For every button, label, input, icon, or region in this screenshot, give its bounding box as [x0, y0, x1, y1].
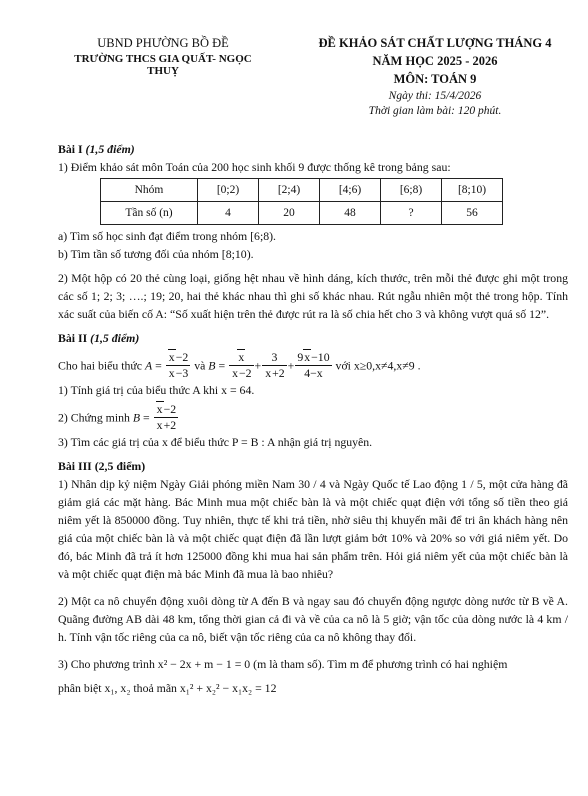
expr-b: B = — [208, 358, 226, 373]
table-row — [101, 179, 503, 202]
fraction: $\frac{3}{x+2}$ — [262, 350, 286, 381]
section-3-q2: 2) Một ca nô chuyển động xuôi dòng từ A đến B và ngay sau đó chuyển động ngược dòng nước từ B về A. Quãng đường AB dài 48 km, tổng thời gian cả đi và về của ca nô là 5 giờ; vận tốc của dòng nước là 4 km / h. Tính vận tốc riêng của ca nô, biết vận tốc riêng của ca nô không thay đổi. — [58, 594, 568, 644]
fraction: $\frac{x-2}{x-3}$ — [166, 350, 190, 381]
ward-name: UBND PHƯỜNG BỒ ĐỀ — [97, 36, 229, 50]
section-2-q2-text: 2) Chứng minh — [58, 410, 130, 425]
section-2-q3: 3) Tìm các giá trị của x để biểu thức P = B : A nhận giá trị nguyên. — [58, 435, 373, 449]
subject: MÔN: TOÁN 9 — [393, 72, 477, 86]
section-2-expressions: Cho hai biểu thức A = $\frac{x-2}{x-3}$ và B = $\frac{x}{x-2}$ + $\frac{3}{x+2}$ + $\frac{9x-10}{4-x}$ với x≥0,x≠4,x≠9 . — [58, 349, 421, 380]
section-2-heading — [58, 329, 568, 347]
section-2-q1: 1) Tính giá trị của biểu thức A khi x = 64. — [58, 383, 255, 397]
school-name: TRƯỜNG THCS GIA QUẤT- NGỌC THUỴ — [74, 53, 252, 77]
section-3-heading — [58, 457, 568, 475]
section-3-points: (2,5 điểm) — [94, 459, 146, 473]
section-1-q1: 1) Điểm khảo sát môn Toán của 200 học sinh khối 9 được thống kê trong bảng sau: — [58, 160, 451, 174]
exam-date: Ngày thi: 15/4/2026 — [388, 90, 482, 102]
table-row-header: Nhóm — [101, 179, 198, 202]
table-cell: [0;2) — [198, 179, 259, 202]
exam-title: ĐỀ KHẢO SÁT CHẤT LƯỢNG THÁNG 4 — [318, 36, 552, 50]
table-cell: ? — [381, 202, 442, 225]
exam-duration: Thời gian làm bài: 120 phút. — [368, 105, 502, 117]
table-row-header: Tần số (n) — [101, 202, 198, 225]
fraction: $\frac{x}{x-2}$ — [229, 350, 253, 381]
section-1-heading — [58, 140, 568, 158]
section-2-condition: với x≥0,x≠4,x≠9 . — [335, 358, 421, 373]
table-cell: [8;10) — [442, 179, 503, 202]
section-3-q3-line2: phân biệt x₁, x₂ thoả mãn x₁² + x₂² − x₁x₂ = 12 — [58, 681, 277, 695]
table-cell: 48 — [320, 202, 381, 225]
expr-a: A = — [145, 358, 162, 373]
section-3-q1: 1) Nhân dịp kỷ niệm Ngày Giải phóng miền Nam 30 / 4 và Ngày Quốc tế Lao động 1 / 5, một cửa hàng đã giảm giá các mặt hàng. Bác Minh mua một chiếc bàn là và một chiếc quạt điện với tổng số tiền theo giá niêm yết là 850000 đồng. Tuy nhiên, thực tế khi trả tiền, nhờ siêu thị khuyến mãi để tri ân khách hàng nên giá của một chiếc bàn là và một chiếc quạt điện đã lần lượt giảm bớt 10% và 20% so với giá niêm yết. Do đó, bác Minh đã trả ít hơn 125000 đồng khi mua hai sản phẩm trên. Hỏi giá niêm yết của một chiếc bàn là và một chiếc quạt điện mà bác Minh đã mua là bao nhiêu? — [58, 477, 568, 581]
fraction: $\frac{9x-10}{4-x}$ — [297, 349, 330, 380]
table-cell: [2;4) — [259, 179, 320, 202]
table-row — [101, 202, 503, 225]
school-year: NĂM HỌC 2025 - 2026 — [372, 54, 498, 68]
section-2-and: và — [194, 358, 206, 373]
section-1-qa: a) Tìm số học sinh đạt điểm trong nhóm [6;8). — [58, 229, 276, 243]
table-cell: 4 — [198, 202, 259, 225]
section-1-points: (1,5 điểm) — [85, 142, 135, 156]
table-cell: 20 — [259, 202, 320, 225]
header-left — [58, 36, 268, 77]
table-cell: 56 — [442, 202, 503, 225]
section-3-q3-line1: 3) Cho phương trình x² − 2x + m − 1 = 0 (m là tham số). Tìm m để phương trình có hai nghiệm — [58, 657, 508, 671]
fraction: $\frac{x-2}{x+2}$ — [154, 402, 178, 433]
section-1-q2: 2) Một hộp có 20 thẻ cùng loại, giống hệt nhau về hình dáng, kích thước, trên mỗi thẻ được ghi một trong các số 1; 2; 3; ….; 19; 20, hai thẻ khác nhau thì ghi số khác nhau. Rút ngẫu nhiên một thẻ trong hộp. Tính xác suất của biến cố A: “Số xuất hiện trên thẻ được rút ra là số chia hết cho 3 và không vượt quá số 12”. — [58, 271, 568, 321]
table-cell: [4;6) — [320, 179, 381, 202]
section-2-intro: Cho hai biểu thức — [58, 358, 143, 373]
frequency-table — [100, 178, 503, 225]
section-2-title: Bài II — [58, 331, 88, 345]
table-cell: [6;8) — [381, 179, 442, 202]
section-3-title: Bài III — [58, 459, 92, 473]
section-1-qb: b) Tìm tần số tương đối của nhóm [8;10). — [58, 247, 254, 261]
section-2-points: (1,5 điểm) — [90, 331, 140, 345]
section-1-title: Bài I — [58, 142, 83, 156]
header-right — [300, 36, 570, 117]
section-2-q2: 2) Chứng minh B = $\frac{x-2}{x+2}$ — [58, 401, 177, 432]
exam-body — [58, 140, 568, 697]
